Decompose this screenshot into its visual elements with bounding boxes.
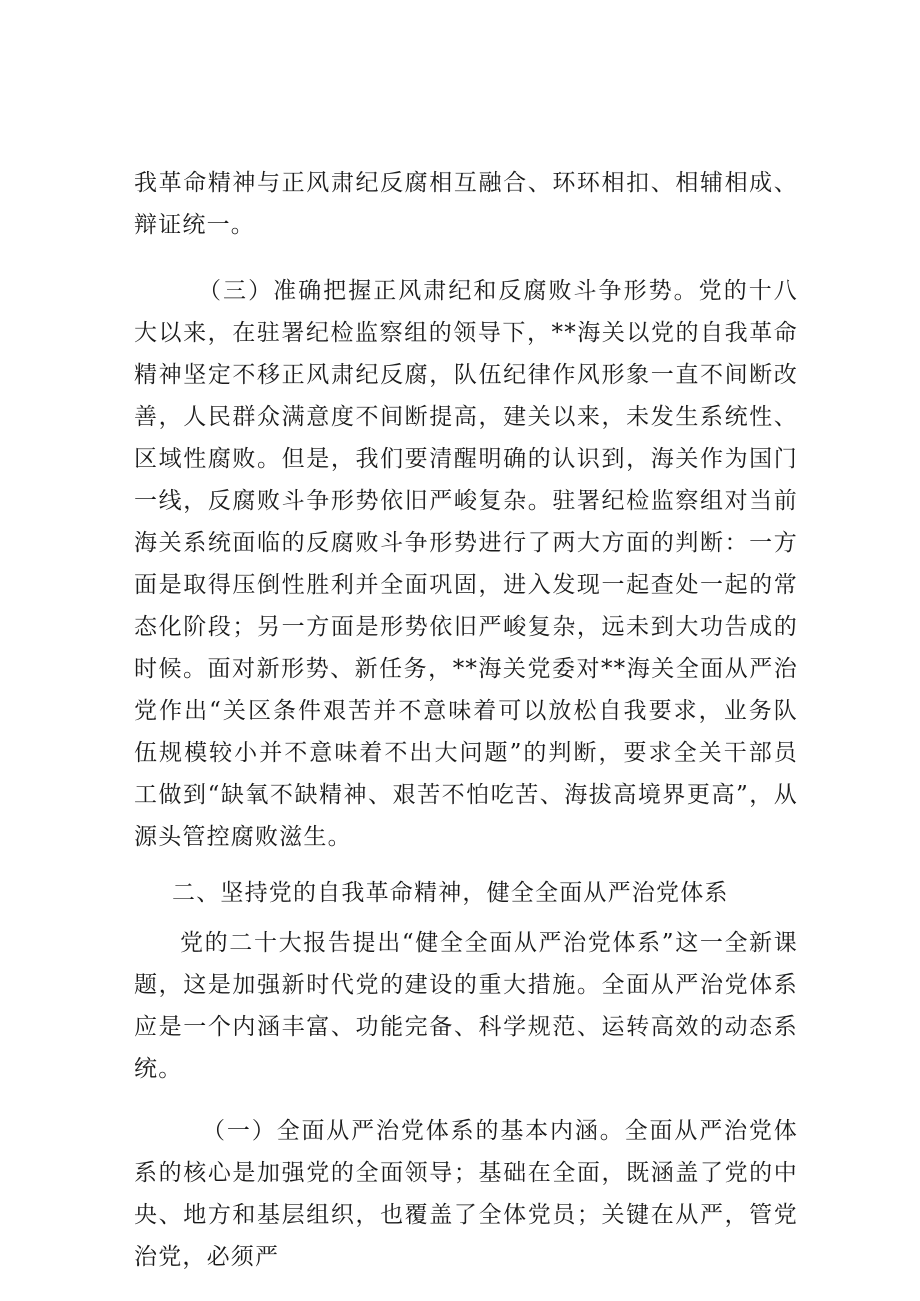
paragraph-section-2-intro: 党的二十大报告提出“健全全面从严治党体系”这一全新课题，这是加强新时代党的建设的重大措施。全面从严治党体系应是一个内涵丰富、功能完备、科学规范、运转高效的动态系统。 <box>134 930 798 1082</box>
paragraph-continuation: 我革命精神与正风肃纪反腐相互融合、环环相扣、相辅相成、辩证统一。 <box>134 170 798 238</box>
section-heading-2: 二、坚持党的自我革命精神，健全全面从严治党体系 <box>172 880 729 906</box>
document-body <box>134 162 798 1278</box>
paragraph-section-3: （三）准确把握正风肃纪和反腐败斗争形势。党的十八大以来，在驻署纪检监察组的领导下，**海关以党的自我革命精神坚定不移正风肃纪反腐，队伍纪律作风形象一直不间断改善，人民群众满意度不间断提高，建关以来，未发生系统性、区域性腐败。但是，我们要清醒明确的认识到，海关作为国门一线，反腐败斗争形势依旧严峻复杂。驻署纪检监察组对当前海关系统面临的反腐败斗争形势进行了两大方面的判断：一方面是取得压倒性胜利并全面巩固，进入发现一起查处一起的常态化阶段；另一方面是形势依旧严峻复杂，远未到大功告成的时候。面对新形势、新任务，**海关党委对**海关全面从严治党作出“关区条件艰苦并不意味着可以放松自我要求，业务队伍规模较小并不意味着不出大问题”的判断，要求全关干部员工做到“缺氧不缺精神、艰苦不怕吃苦、海拔高境界更高”，从源头管控腐败滋生。 <box>134 278 798 850</box>
paragraph-subsection-1: （一）全面从严治党体系的基本内涵。全面从严治党体系的核心是加强党的全面领导；基础在全面，既涵盖了党的中央、地方和基层组织，也覆盖了全体党员；关键在从严，管党治党，必须严 <box>134 1118 798 1270</box>
